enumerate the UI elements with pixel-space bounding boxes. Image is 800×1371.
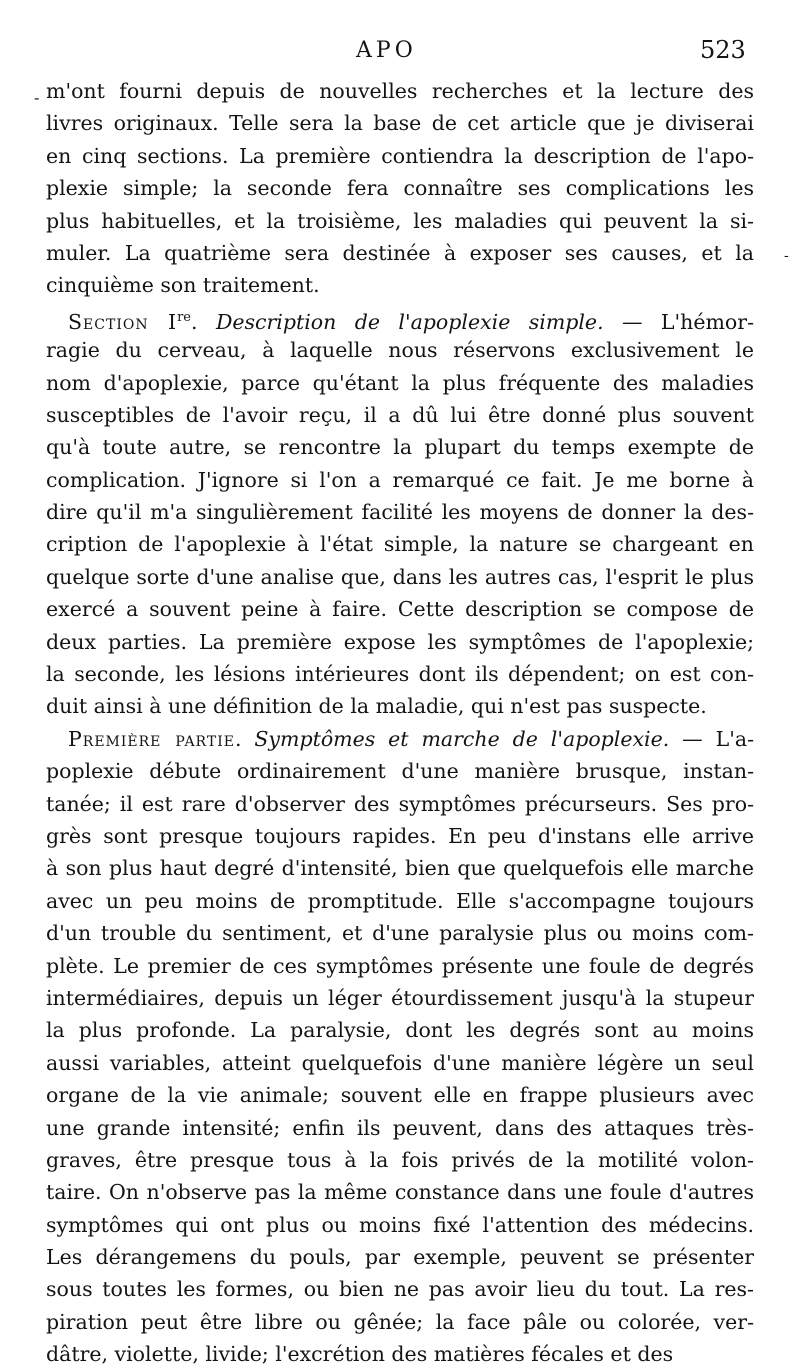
line-text: poplexie débute ordinairement d'une manière brusque, instan- xyxy=(46,759,754,784)
text-line xyxy=(46,1047,754,1079)
line-text: sous toutes les formes, ou bien ne pas avoir lieu du tout. La res- xyxy=(46,1277,754,1302)
text-line xyxy=(46,172,754,204)
line-text: ragie du cerveau, à laquelle nous réservons exclusivement le xyxy=(46,338,754,363)
text-line xyxy=(46,496,754,528)
text-line xyxy=(46,269,754,301)
section-heading: Première partie xyxy=(68,726,235,751)
line-text: exercé a souvent peine à faire. Cette description se compose de xyxy=(46,597,754,622)
line-text: grès sont presque toujours rapides. En peu d'instans elle arrive xyxy=(46,823,754,848)
line-text: plus habituelles, et la troisième, les maladies qui peuvent la si- xyxy=(46,208,754,233)
text-line xyxy=(46,1144,754,1176)
text-line xyxy=(46,820,754,852)
line-text: organe de la vie animale; souvent elle en frappe plusieurs avec xyxy=(46,1083,754,1108)
line-text: à son plus haut degré d'intensité, bien que quelquefois elle marche xyxy=(46,856,754,881)
margin-dash-mark: - xyxy=(34,88,40,107)
line-text: en cinq sections. La première contiendra la description de l'apo- xyxy=(46,143,754,168)
text-line xyxy=(46,788,754,820)
text-line xyxy=(46,528,754,560)
line-text: qu'à toute autre, se rencontre la plupart du temps exempte de xyxy=(46,435,754,460)
text-line xyxy=(46,431,754,463)
text-line xyxy=(46,561,754,593)
line-text: m'ont fourni depuis de nouvelles recherches et la lecture des xyxy=(46,79,754,103)
text-line xyxy=(46,399,754,431)
line-text: dire qu'il m'a singulièrement facilité les moyens de donner la des- xyxy=(46,500,754,525)
line-text: plète. Le premier de ces symptômes présente une foule de degrés xyxy=(46,953,754,978)
text-line xyxy=(46,982,754,1014)
text-line xyxy=(46,237,754,269)
line-text: quelque sorte d'une analise que, dans les autres cas, l'esprit le plus xyxy=(46,564,754,589)
text-line xyxy=(46,626,754,658)
line-text: dâtre, violette, livide; l'excrétion des matières fécales et des xyxy=(46,1342,674,1367)
text-line xyxy=(46,75,754,107)
text-line xyxy=(46,690,754,722)
text-line xyxy=(46,593,754,625)
line-text: — L'hémor- xyxy=(603,309,754,334)
text-line xyxy=(46,107,754,139)
text-line xyxy=(46,334,754,366)
line-text: plexie simple; la seconde fera connaître ses complications les xyxy=(46,176,754,201)
line-text: tanée; il est rare d'observer des symptômes précurseurs. Ses pro- xyxy=(46,791,754,816)
text-line xyxy=(46,140,754,172)
text-line xyxy=(46,658,754,690)
line-text: complication. J'ignore si l'on a remarqué ce fait. Je me borne à xyxy=(46,467,754,492)
line-text: taire. On n'observe pas la même constance dans une foule d'autres xyxy=(46,1180,754,1205)
line-text: la plus profonde. La paralysie, dont les degrés sont au moins xyxy=(46,1018,754,1043)
line-text: duit ainsi à une définition de la maladie, qui n'est pas suspecte. xyxy=(46,694,707,719)
line-text: muler. La quatrième sera destinée à exposer ses causes, et la xyxy=(46,240,754,265)
text-line xyxy=(46,723,754,755)
text-line xyxy=(46,1079,754,1111)
line-text: piration peut être libre ou gênée; la face pâle ou colorée, ver- xyxy=(46,1309,754,1334)
text-line xyxy=(46,950,754,982)
text-line xyxy=(46,852,754,884)
heading-superscript: re xyxy=(177,309,191,325)
heading-separator: . xyxy=(191,309,216,334)
line-text: livres originaux. Telle sera la base de cet article que je diviserai xyxy=(46,111,754,136)
line-text: Les dérangemens du pouls, par exemple, peuvent se présenter xyxy=(46,1245,754,1270)
line-text: cinquième son traitement. xyxy=(46,273,320,298)
text-line xyxy=(46,1338,754,1370)
body-text xyxy=(46,75,754,1371)
text-line xyxy=(46,1014,754,1046)
section-heading: Section I xyxy=(68,309,178,334)
line-text: nom d'apoplexie, parce qu'étant la plus fréquente des maladies xyxy=(46,370,754,395)
line-text: deux parties. La première expose les symptômes de l'apoplexie; xyxy=(46,629,754,654)
running-head-title: APO xyxy=(356,38,417,63)
line-text: la seconde, les lésions intérieures dont ils dépendent; on est con- xyxy=(46,662,754,687)
text-line xyxy=(46,917,754,949)
line-text: symptômes qui ont plus ou moins fixé l'attention des médecins. xyxy=(46,1212,754,1237)
line-text: avec un peu moins de promptitude. Elle s'accompagne toujours xyxy=(46,888,754,913)
page-number: 523 xyxy=(700,36,746,64)
text-line xyxy=(46,885,754,917)
text-line xyxy=(46,1209,754,1241)
line-text: — L'a- xyxy=(669,726,754,751)
text-line xyxy=(46,464,754,496)
heading-separator: . xyxy=(234,726,255,751)
text-line xyxy=(46,1273,754,1305)
line-text: intermédiaires, depuis un léger étourdissement jusqu'à la stupeur xyxy=(46,985,754,1010)
line-text: aussi variables, atteint quelquefois d'une manière légère un seul xyxy=(46,1050,754,1075)
section-subtitle: Symptômes et marche de l'apoplexie. xyxy=(254,726,670,751)
text-line xyxy=(46,755,754,787)
text-line xyxy=(46,302,754,334)
text-line xyxy=(46,1112,754,1144)
line-text: cription de l'apoplexie à l'état simple, la nature se chargeant en xyxy=(46,532,754,557)
running-head xyxy=(0,38,800,68)
text-line xyxy=(46,367,754,399)
line-text: d'un trouble du sentiment, et d'une paralysie plus ou moins com- xyxy=(46,921,754,946)
text-line xyxy=(46,1241,754,1273)
text-line xyxy=(46,205,754,237)
margin-dash-mark-right: - xyxy=(784,248,789,264)
text-line xyxy=(46,1176,754,1208)
text-line xyxy=(46,1306,754,1338)
line-text: une grande intensité; enfin ils peuvent, dans des attaques très- xyxy=(46,1115,754,1140)
section-subtitle: Description de l'apoplexie simple. xyxy=(215,309,604,334)
line-text: graves, être presque tous à la fois privés de la motilité volon- xyxy=(46,1147,754,1172)
line-text: susceptibles de l'avoir reçu, il a dû lui être donné plus souvent xyxy=(46,402,754,427)
